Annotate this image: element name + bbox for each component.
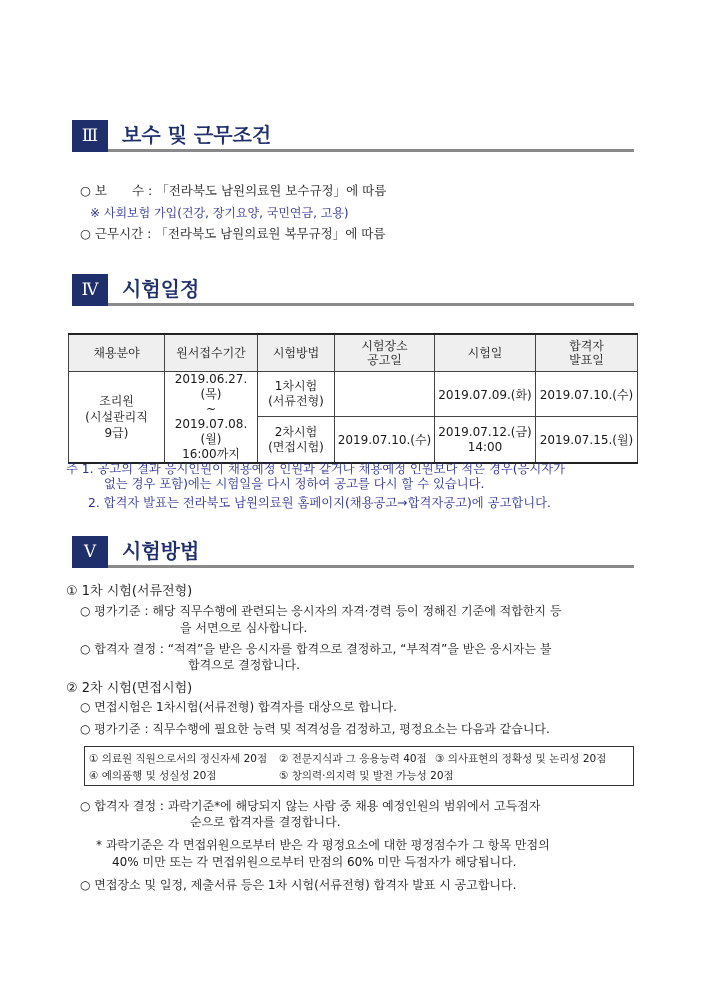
section-4-header <box>72 274 634 306</box>
exam-date-cell: 2019.07.09.(화) <box>435 372 536 417</box>
field-cell: 조리원 (시설관리직 9급) <box>69 372 165 464</box>
first-eval: ○ 평가기준 : 해당 직무수행에 관련되는 응시자의 자격·경력 등이 정해진 기준에 적합한지 등 <box>80 604 562 618</box>
section-title: 시험방법 <box>122 539 200 563</box>
table-header-row <box>69 334 638 372</box>
criteria-item: ② 전문지식과 그 응용능력 40점 <box>279 753 427 765</box>
section-title: 시험일정 <box>122 277 200 301</box>
method-cell: 1차시험 (서류전형) <box>258 372 335 417</box>
note-2: 2. 합격자 발표는 전라북도 남원의료원 홈페이지(채용공고→합격자공고)에 공고합니다. <box>88 496 551 510</box>
first-pass: ○ 합격자 결정 : “적격”을 받은 응시자를 합격으로 결정하고, “부적격”을 받은 응시자는 불 <box>80 642 552 656</box>
hours-line: ○ 근무시간 : 「전라북도 남원의료원 복무규정」에 따름 <box>80 226 386 241</box>
second-eval: ○ 평가기준 : 직무수행에 필요한 능력 및 적격성을 검정하고, 평정요소는 다음과 같습니다. <box>80 722 550 736</box>
header-cell: 채용분야 <box>69 334 165 372</box>
section-number: Ⅴ <box>72 536 108 568</box>
header-cell: 원서접수기간 <box>165 334 258 372</box>
schedule-table <box>68 333 638 464</box>
first-pass-cont: 합격으로 결정합니다. <box>188 658 300 672</box>
period-end: 2019.07.08.(월) <box>174 417 248 446</box>
note-1-cont: 없는 경우 포함)에는 시험일을 다시 정하여 공고를 다시 할 수 있습니다. <box>104 477 485 491</box>
period-tilde: ~ <box>205 402 217 416</box>
fail-criteria-note-cont: 40% 미만 또는 각 면접위원으로부터 만점의 60% 미만 득점자가 해당됩니다. <box>112 855 517 869</box>
section-title: 보수 및 근무조건 <box>122 123 272 147</box>
second-pass-cont: 순으로 합격자를 결정합니다. <box>190 815 341 829</box>
second-pass: ○ 합격자 결정 : 과락기준*에 해당되지 않는 사람 중 채용 예정인원의 범위에서 고득점자 <box>80 799 541 813</box>
place-date-cell <box>335 372 435 417</box>
insurance-note: ※ 사회보험 가입(건강, 장기요양, 국민연금, 고용) <box>90 206 349 220</box>
second-exam-title: ② 2차 시험(면접시험) <box>66 681 193 696</box>
exam-date-cell: 2019.07.12.(금) 14:00 <box>435 417 536 463</box>
fail-criteria-note: * 과락기준은 각 면접위원으로부터 받은 각 평정요소에 대한 평정점수가 그 항목 만점의 <box>96 838 550 852</box>
section-rule <box>108 565 634 568</box>
second-target: ○ 면접시험은 1차시험(서류전형) 합격자를 대상으로 합니다. <box>80 700 397 714</box>
header-cell: 시험장소 공고일 <box>335 334 435 372</box>
first-eval-cont: 을 서면으로 심사합니다. <box>180 621 308 635</box>
criteria-item: ③ 의사표현의 정확성 및 논리성 20점 <box>435 753 607 765</box>
method-cell: 2차시험 (면접시험) <box>258 417 335 463</box>
first-exam-title: ① 1차 시험(서류전형) <box>66 584 193 599</box>
section-rule <box>108 149 634 152</box>
section-3-header <box>72 120 634 152</box>
section-5-header <box>72 536 634 568</box>
criteria-box <box>84 746 634 786</box>
header-cell: 시험방법 <box>258 334 335 372</box>
period-cell <box>165 372 258 464</box>
note-1: 주 1. 공고의 결과 응시인원이 채용예정 인원과 같거나 채용예정 인원보다 적은 경우(응시자가 <box>66 462 566 476</box>
header-cell: 시험일 <box>435 334 536 372</box>
pay-line: ○ 보 수 : 「전라북도 남원의료원 보수규정」에 따름 <box>80 183 387 198</box>
interview-notice: ○ 면접장소 및 일정, 제출서류 등은 1차 시험(서류전형) 합격자 발표 시 공고합니다. <box>80 878 517 892</box>
result-date-cell: 2019.07.15.(월) <box>536 417 638 463</box>
criteria-item: ① 의료원 직원으로서의 정신자세 20점 <box>89 753 268 765</box>
header-cell: 합격자 발표일 <box>536 334 638 372</box>
table-row <box>69 372 638 417</box>
section-number: Ⅲ <box>72 120 108 152</box>
period-time: 16:00까지 <box>182 447 240 461</box>
period-start: 2019.06.27.(목) <box>174 372 248 401</box>
result-date-cell: 2019.07.10.(수) <box>536 372 638 417</box>
criteria-item: ⑤ 창의력·의지력 및 발전 가능성 20점 <box>279 770 454 782</box>
section-rule <box>108 303 634 306</box>
criteria-item: ④ 예의품행 및 성실성 20점 <box>89 770 217 782</box>
section-number: Ⅳ <box>72 274 108 306</box>
place-date-cell: 2019.07.10.(수) <box>335 417 435 463</box>
